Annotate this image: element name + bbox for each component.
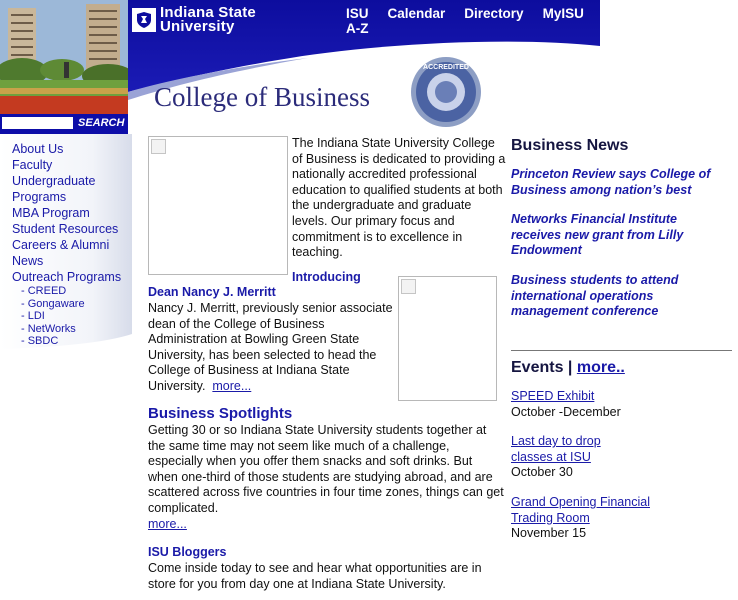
news-item-operations-conference[interactable]: Business students to attend international operations management conference	[511, 272, 679, 319]
nav-isu-a-z[interactable]: ISU A-Z	[346, 6, 369, 36]
event-link-last-day-to-drop[interactable]: Last day to drop classes at ISU	[511, 434, 601, 464]
search-button[interactable]: SEARCH	[78, 117, 125, 129]
logo-line-1: Indiana State	[160, 4, 256, 21]
event-item	[511, 434, 726, 481]
events-heading	[511, 359, 625, 377]
sidebar-subitem-creed[interactable]: - CREED	[21, 285, 67, 297]
spotlights-more-link[interactable]: more...	[148, 516, 187, 531]
dean-paragraph	[148, 301, 395, 395]
campus-photo	[0, 0, 128, 114]
event-link-grand-opening[interactable]: Grand Opening Financial Trading Room	[511, 494, 650, 525]
isu-logo-text	[160, 6, 256, 34]
search-input[interactable]	[2, 117, 73, 129]
top-navigation	[346, 6, 603, 36]
isu-shield-icon	[132, 8, 156, 32]
accreditation-seal-icon	[410, 56, 482, 128]
sidebar-item-news[interactable]: News	[12, 254, 44, 268]
site-header	[0, 0, 600, 134]
dean-photo-placeholder	[398, 276, 497, 401]
logo-line-2: University	[160, 18, 235, 35]
business-news-heading: Business News	[511, 137, 629, 154]
news-item-networks-grant[interactable]: Networks Financial Institute receives new grant from Lilly Endowment	[511, 212, 684, 258]
bloggers-paragraph: Come inside today to see and hear what opportunities are in store for you from day one at Indiana State University.	[148, 561, 482, 591]
introducing-label: Introducing	[292, 270, 361, 284]
sidebar-subitem-ldi[interactable]: - LDI	[21, 310, 45, 322]
dean-more-link[interactable]: more...	[212, 378, 252, 393]
sidebar-item-faculty[interactable]: Faculty	[12, 158, 53, 172]
events-heading-label: Events |	[511, 359, 573, 376]
news-item-princeton-review[interactable]: Princeton Review says College of Business among nation’s best	[511, 167, 711, 197]
nav-myisu[interactable]: MyISU	[542, 6, 584, 21]
sidebar-subitem-gongaware[interactable]: - Gongaware	[21, 297, 85, 310]
news-list	[511, 167, 726, 334]
broken-image-icon	[151, 139, 166, 154]
sidebar-subitem-sbdc[interactable]: - SBDC	[21, 335, 59, 347]
sidebar-item-about-us[interactable]: About Us	[12, 142, 64, 156]
isu-logo[interactable]	[132, 6, 256, 34]
sidebar-nav	[12, 141, 121, 348]
event-link-speed-exhibit[interactable]: SPEED Exhibit	[511, 389, 595, 403]
section-divider	[511, 350, 732, 351]
event-date: October 30	[511, 465, 573, 480]
sidebar-item-mba-program[interactable]: MBA Program	[12, 206, 90, 220]
broken-image-icon	[401, 279, 416, 294]
events-list	[511, 389, 726, 556]
search-bar	[0, 114, 128, 134]
spotlights-heading: Business Spotlights	[148, 405, 293, 422]
sidebar-item-careers-alumni[interactable]: Careers & Alumni	[12, 238, 110, 252]
seal-text: ACCREDITED	[423, 64, 469, 71]
nav-calendar[interactable]: Calendar	[387, 6, 446, 21]
dean-heading: Dean Nancy J. Merritt	[148, 285, 276, 299]
bloggers-heading[interactable]: ISU Bloggers	[148, 545, 227, 559]
spotlights-paragraph	[148, 423, 504, 532]
event-item	[511, 495, 726, 542]
page-title: College of Business	[154, 82, 370, 112]
intro-paragraph: The Indiana State University College of Business is dedicated to providing a nationally accredited professional education to qualified students at both the undergraduate and graduate levels. Our primary focus and commitment is to excellence in teaching.	[292, 136, 506, 260]
nav-directory[interactable]: Directory	[464, 6, 524, 21]
event-date: November 15	[511, 526, 587, 541]
dean-text: Nancy J. Merritt, previously senior associate dean of the College of Business Administration at Bowling Green State University, has been selected to head the College of Business at Indiana State University.	[148, 301, 393, 393]
spotlights-text: Getting 30 or so Indiana State University students together at the same time may not seem like much of a challenge, especially when you offer them snacks and soft drinks. But when one-third of those students are studying abroad, and are scattered across five countries in four time zones, things can get complicated.	[148, 423, 504, 515]
sidebar-item-undergraduate-programs[interactable]: Undergraduate Programs	[12, 174, 96, 204]
event-date: October -December	[511, 404, 621, 419]
sidebar-item-student-resources[interactable]: Student Resources	[12, 222, 119, 236]
events-more-link[interactable]: more..	[576, 359, 625, 376]
event-item	[511, 389, 726, 420]
sidebar-subitem-networks[interactable]: - NetWorks	[21, 322, 76, 335]
sidebar-item-outreach-programs[interactable]: Outreach Programs	[12, 270, 122, 284]
intro-image-placeholder	[148, 136, 288, 275]
